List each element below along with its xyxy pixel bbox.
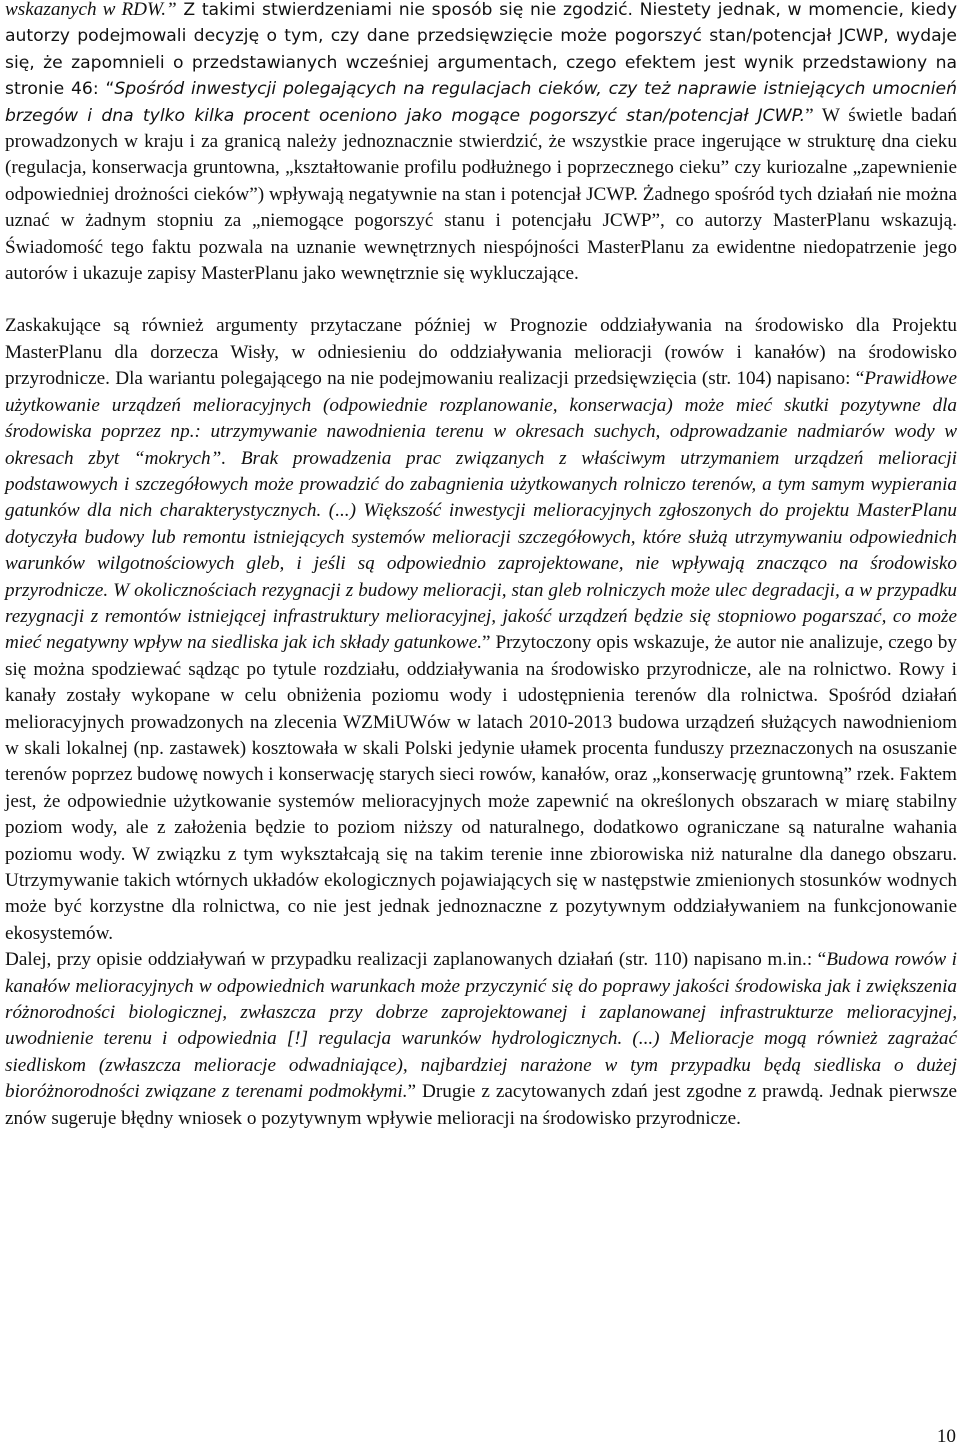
- paragraph-3: [5, 947, 957, 1132]
- text-run: Dalej, przy opisie oddziaływań w przypadku realizacji zaplanowanych działań (str. 110) napisano m.in.: “: [5, 949, 827, 971]
- body-text: [5, 0, 957, 1132]
- paragraph-2: [5, 313, 957, 947]
- text-run: ” Przytoczony opis wskazuje, że autor nie analizuje, czego by się można spodziewać sądząc po tytule rozdziału, oddziaływania na środowisko przyrodnicze, ale na rolnictwo. Rowy i kanały zostały wykopane w celu obniżenia poziomu wody i udostępnienia terenów dla rolnictwa. Spośród działań melioracyjnych prowadzonych na zlecenia WZMiUWów w latach 2010-2013 budowa urządzeń służących nawodnieniom w skali lokalnej (np. zastawek) kosztowała w skali Polski jedynie ułamek procenta funduszy przeznaczonych na osuszanie terenów poprzez budowę nowych i konserwację starych sieci rowów, kanałów, oraz „konserwację gruntowną” rzek. Faktem jest, że odpowiednie użytkowanie systemów melioracyjnych może zapewnić na określonych obszarach w miarę stabilny poziom wody, ale z założenia będzie to poziom niższy od naturalnego, dodatkowo ograniczane są naturalne wahania poziomu wody. W związku z tym wykształcają się na takim terenie inne zbiorowiska niż naturalne dla danego obszaru. Utrzymywanie takich wtórnych układów ekologicznych pojawiających się w następstwie zmienionych stosunków wodnych może być korzystne dla rolnictwa, co nie jest jednak jednoznaczne z pozytywnym oddziaływaniem na funkcjonowanie ekosystemów.: [5, 632, 957, 944]
- text-run: Prawidłowe użytkowanie urządzeń melioracyjnych (odpowiednie rozplanowanie, konserwacja) może mieć skutki pozytywne dla środowiska poprzez np.: utrzymywanie nawodnienia terenu w okresach suchych, odprowadzanie nadmiarów wody w okresach zbyt “mokrych”. Brak prowadzenia prac związanych z właściwym utrzymaniem urządzeń melioracji podstawowych i szczegółowych może prowadzić do zabagnienia użytkowanych rolniczo terenów, a tym samym wypierania gatunków dla nich charakterystycznych. (...) Większość inwestycji melioracyjnych zgłoszonych do projektu MasterPlanu dotyczyła budowy lub remontu istniejących systemów melioracji szczegółowych, które służą utrzymywaniu odpowiednich warunków wilgotnościowych gleb, i jeśli są odpowiednio zaprojektowane, nie wpływają znacząco na środowisko przyrodnicze. W okolicznościach rezygnacji z budowy melioracji, stan gleb rolniczych może ulec degradacji, a w przypadku rezygnacji z remontów istniejącej infrastruktury melioracyjnej, jakość urządzeń będzie się stopniowo pogarszać, co może mieć negatywny wpływ na siedliska jak ich składy gatunkowe.: [5, 368, 957, 654]
- text-run: Zaskakujące są również argumenty przytaczane później w Prognozie oddziaływania na środowisko dla Projektu MasterPlanu dla dorzecza Wisły, w odniesieniu do oddziaływania melioracji (rowów i kanałów) na środowisko przyrodnicze. Dla wariantu polegającego na nie podejmowaniu realizacji przedsięwzięcia (str. 104) napisano: “: [5, 315, 957, 390]
- text-run: wskazanych w RDW.”: [5, 0, 177, 20]
- paragraph-1: [5, 0, 957, 287]
- text-run: ” Drugie z zacytowanych zdań jest zgodne z prawdą. Jednak pierwsze znów sugeruje błędny wniosek o pozytywnym wpływie melioracji na środowisko przyrodnicze.: [5, 1081, 958, 1129]
- text-run: ” W świetle badań prowadzonych w kraju i za granicą należy jednoznacznie stwierdzić, że wszystkie prace ingerujące w strukturę dna cieku (regulacja, konserwacja gruntowna, „kształtowanie profilu podłużnego i poprzecznego cieku” czy kuriozalne „zapewnienie odpowiedniej drożności cieków”) wpływają negatywnie na stan i potencjał JCWP. Żadnego spośród tych działań nie można uznać w żadnym stopniu za „niemogące pogorszyć stanu i potencjału JCWP”, co autorzy MasterPlanu wskazują. Świadomość tego faktu pozwala na uznanie wewnętrznych niespójności MasterPlanu za ewidentne niedopatrzenie jego autorów i ukazuje zapisy MasterPlanu jako wewnętrznie się wykluczające.: [5, 104, 957, 285]
- text-run: Z takimi stwierdzeniami nie sposób się nie zgodzić. Niestety jednak, w momencie, kiedy autorzy podejmowali decyzję o tym, czy dane przedsięwzięcie może pogorszyć stan/potencjał JCWP, wydaje się, że zapomnieli o przedstawianych wcześniej argumentach, czego efektem jest wynik przedstawiony na stronie 46: “: [5, 0, 957, 100]
- text-run: Budowa rowów i kanałów melioracyjnych w odpowiednich warunkach może przyczynić się do poprawy jakości środowiska jak i zwiększenia różnorodności biologicznej, zwłaszcza przy dobrze zaprojektowanej i zaplanowanej infrastrukturze melioracyjnej, uwodnienie terenu i odpowiednia [!] regulacja warunków hydrologicznych. (...) Melioracje mogą również zagrażać siedliskom (zwłaszcza melioracje odwadniające), najbardziej narażone w tym przypadku będą siedliska o dużej bioróżnorodności związane z terenami podmokłymi.: [5, 949, 958, 1103]
- page-number: 10: [936, 1426, 956, 1447]
- text-run: Spośród inwestycji polegających na regulacjach cieków, czy też naprawie istniejących umocnień brzegów i dna tylko kilka procent oceniono jako mogące pogorszyć stan/potencjał JCWP.: [5, 79, 958, 126]
